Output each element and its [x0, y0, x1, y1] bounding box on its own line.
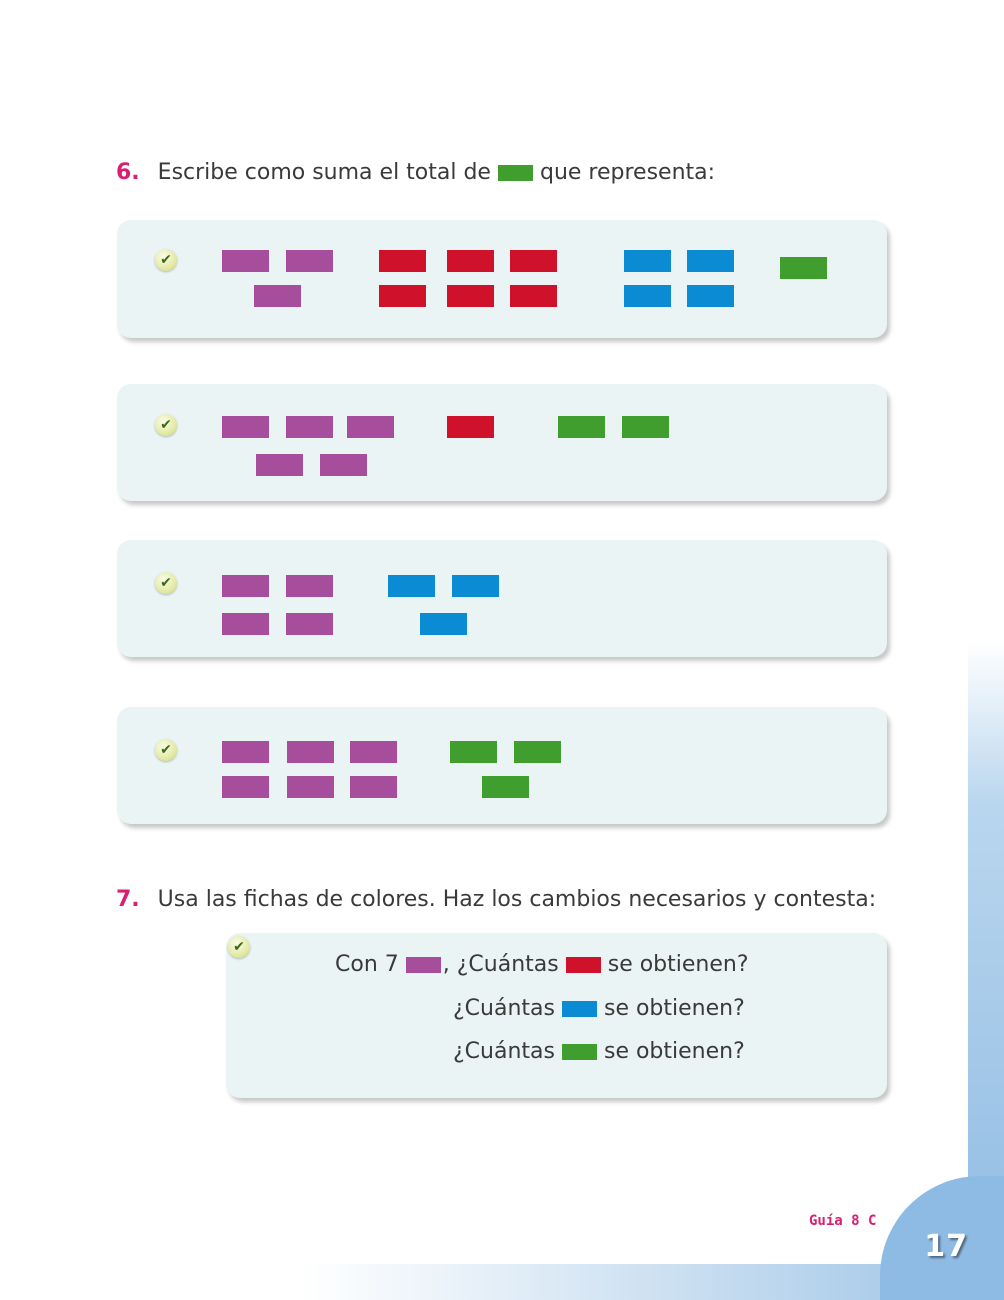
green-chip — [514, 741, 561, 763]
question-6-text-before: Escribe como suma el total de — [157, 160, 491, 185]
red-chip-icon — [566, 957, 601, 973]
cuantas-label: , ¿Cuántas — [442, 952, 559, 977]
exercise-panel-3 — [117, 540, 887, 657]
green-chip — [780, 257, 827, 279]
purple-chip — [286, 613, 333, 635]
check-icon: ✔ — [155, 572, 177, 594]
exercise-panel-1 — [117, 220, 887, 338]
question-7-line-3 — [453, 1039, 745, 1064]
purple-chip — [254, 285, 301, 307]
blue-chip — [687, 250, 734, 272]
se-obtienen-label: se obtienen? — [603, 996, 745, 1021]
red-chip — [379, 285, 426, 307]
red-chip — [447, 285, 494, 307]
green-chip — [558, 416, 605, 438]
exercise-panel-4 — [117, 707, 887, 824]
purple-chip — [222, 575, 269, 597]
red-chip — [510, 250, 557, 272]
green-chip — [450, 741, 497, 763]
purple-chip — [287, 741, 334, 763]
purple-chip — [350, 776, 397, 798]
purple-chip — [286, 575, 333, 597]
green-chip-icon — [498, 165, 533, 181]
blue-chip — [687, 285, 734, 307]
purple-chip — [320, 454, 367, 476]
question-6-number: 6. — [116, 160, 140, 185]
purple-chip — [286, 416, 333, 438]
question-7-prompt — [116, 887, 876, 912]
green-chip — [622, 416, 669, 438]
page-number: 17 — [924, 1229, 968, 1264]
red-chip — [447, 416, 494, 438]
cuantas-label: ¿Cuántas — [453, 1039, 555, 1064]
blue-chip — [388, 575, 435, 597]
red-chip — [510, 285, 557, 307]
red-chip — [379, 250, 426, 272]
page-bottom-decoration — [0, 1264, 1004, 1300]
cuantas-label: ¿Cuántas — [453, 996, 555, 1021]
red-chip — [447, 250, 494, 272]
purple-chip-icon — [406, 957, 441, 973]
se-obtienen-label: se obtienen? — [607, 952, 749, 977]
purple-chip — [347, 416, 394, 438]
guide-label: Guía 8 C — [809, 1213, 877, 1229]
check-icon: ✔ — [155, 414, 177, 436]
purple-chip — [350, 741, 397, 763]
question-6-prompt — [116, 160, 715, 185]
purple-chip — [222, 250, 269, 272]
exercise-panel-2 — [117, 384, 887, 501]
purple-chip — [222, 613, 269, 635]
question-7-text: Usa las fichas de colores. Haz los cambios necesarios y contesta: — [157, 887, 877, 912]
green-chip — [482, 776, 529, 798]
question-6-text-after: que representa: — [539, 160, 716, 185]
purple-chip — [222, 416, 269, 438]
check-icon: ✔ — [155, 739, 177, 761]
blue-chip — [452, 575, 499, 597]
se-obtienen-label: se obtienen? — [603, 1039, 745, 1064]
purple-chip — [222, 741, 269, 763]
question-7-line-1 — [335, 952, 749, 977]
purple-chip — [222, 776, 269, 798]
con-7-label: Con 7 — [335, 952, 399, 977]
question-7-number: 7. — [116, 887, 140, 912]
blue-chip — [624, 285, 671, 307]
blue-chip-icon — [562, 1001, 597, 1017]
check-icon: ✔ — [155, 249, 177, 271]
blue-chip — [624, 250, 671, 272]
purple-chip — [287, 776, 334, 798]
green-chip-icon — [562, 1044, 597, 1060]
purple-chip — [286, 250, 333, 272]
purple-chip — [256, 454, 303, 476]
question-7-line-2 — [453, 996, 745, 1021]
check-icon: ✔ — [228, 936, 250, 958]
blue-chip — [420, 613, 467, 635]
